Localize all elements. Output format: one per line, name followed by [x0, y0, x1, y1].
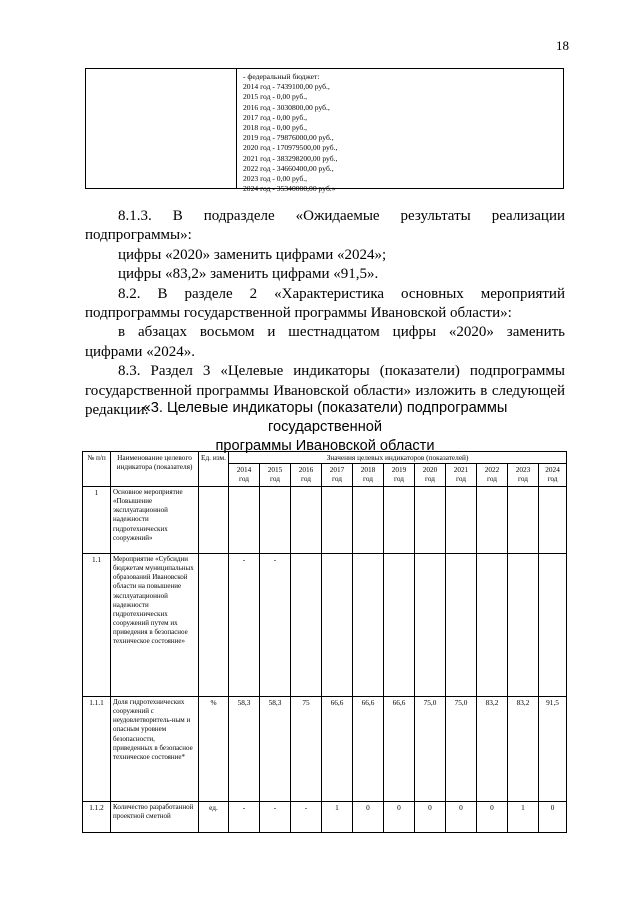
header-unit: Ед. изм. — [199, 452, 229, 487]
cell-unit: ед. — [199, 802, 229, 833]
cell-value — [353, 554, 384, 697]
header-no: № п/п — [83, 452, 111, 487]
budget-line: 2018 год - 0,00 руб., — [243, 123, 308, 133]
cell-value: - — [260, 554, 291, 697]
cell-value — [539, 554, 567, 697]
header-year: 2024 год — [539, 464, 567, 487]
cell-value: 75 — [291, 697, 322, 802]
cell-value: 75,0 — [446, 697, 477, 802]
table-row — [83, 487, 567, 554]
cell-name: Доля гидротехнических сооружений с неудовлетворитель-ным и опасным уровнем безопасности, приведенных в безопасное техническое состояние* — [111, 697, 199, 802]
header-year: 2019 год — [384, 464, 415, 487]
cell-name: Основное мероприятие «Повышение эксплуатационной надежности гидротехнических сооружений» — [111, 487, 199, 554]
table-row — [83, 802, 567, 833]
section-title-line: «3. Целевые индикаторы (показатели) подпрограммы государственной — [142, 400, 508, 435]
cell-value: - — [229, 554, 260, 697]
header-year: 2015 год — [260, 464, 291, 487]
cell-value — [322, 487, 353, 554]
cell-value — [446, 487, 477, 554]
budget-line: 2024 год - 35340000,00 руб.» — [243, 184, 336, 194]
header-year: 2017 год — [322, 464, 353, 487]
section-title — [85, 399, 565, 456]
budget-line: 2014 год - 7439100,00 руб., — [243, 82, 330, 92]
paragraph: 8.3. Раздел 3 «Целевые индикаторы (показатели) подпрограммы — [118, 363, 565, 380]
cell-no: 1.1 — [83, 554, 111, 697]
cell-value — [353, 487, 384, 554]
cell-value: 0 — [539, 802, 567, 833]
cell-value: 75,0 — [415, 697, 446, 802]
header-year: 2023 год — [508, 464, 539, 487]
header-year: 2022 год — [477, 464, 508, 487]
header-year: 2021 год — [446, 464, 477, 487]
budget-line: 2019 год - 79876000,00 руб., — [243, 133, 334, 143]
cell-no: 1 — [83, 487, 111, 554]
cell-no: 1.1.1 — [83, 697, 111, 802]
cell-value: - — [229, 802, 260, 833]
cell-value — [384, 487, 415, 554]
budget-line: 2016 год - 3030800,00 руб., — [243, 102, 330, 112]
budget-line: - федеральный бюджет: — [243, 72, 320, 81]
paragraph: в абзацах восьмом и шестнадцатом цифры «2020» заменить — [118, 324, 565, 341]
cell-value: 0 — [477, 802, 508, 833]
cell-value — [229, 487, 260, 554]
paragraph: 8.2. В разделе 2 «Характеристика основных мероприятий — [118, 285, 565, 302]
cell-value: 66,6 — [322, 697, 353, 802]
cell-value — [260, 487, 291, 554]
cell-value: 1 — [508, 802, 539, 833]
table-row — [83, 697, 567, 802]
budget-lines — [243, 72, 337, 194]
cell-value: 0 — [353, 802, 384, 833]
paragraph: государственной программы Ивановской области» изложить в следующей — [85, 382, 565, 399]
budget-box-divider — [236, 69, 237, 188]
cell-value — [477, 487, 508, 554]
cell-value: 66,6 — [384, 697, 415, 802]
cell-value: 91,5 — [539, 697, 567, 802]
paragraph: цифры «2020» заменить цифрами «2024»; — [118, 246, 387, 263]
table-row — [83, 554, 567, 697]
page-number: 18 — [556, 38, 569, 53]
budget-line: 2021 год - 383298200,00 руб., — [243, 153, 338, 163]
header-year: 2018 год — [353, 464, 384, 487]
budget-line: 2023 год - 0,00 руб., — [243, 174, 308, 184]
cell-value: 0 — [446, 802, 477, 833]
paragraph: подпрограммы»: — [85, 227, 192, 244]
budget-line: 2020 год - 170979500,00 руб., — [243, 143, 338, 153]
body-text — [85, 207, 565, 420]
cell-value — [291, 487, 322, 554]
section-title-line: программы Ивановской области — [215, 438, 435, 454]
cell-name: Количество разработанной проектной сметной — [111, 802, 199, 833]
cell-value — [508, 487, 539, 554]
cell-value: - — [260, 802, 291, 833]
cell-value — [446, 554, 477, 697]
cell-value: 83,2 — [508, 697, 539, 802]
cell-value: 66,6 — [353, 697, 384, 802]
cell-value: 58,3 — [260, 697, 291, 802]
cell-value — [322, 554, 353, 697]
cell-value — [539, 487, 567, 554]
cell-value — [415, 487, 446, 554]
budget-line: 2017 год - 0,00 руб., — [243, 112, 308, 122]
indicators-table — [82, 451, 567, 833]
budget-box — [85, 68, 564, 194]
budget-line: 2022 год - 34660400,00 руб., — [243, 163, 334, 173]
paragraph: подпрограммы государственной программы Ивановской области»: — [85, 305, 512, 322]
budget-line: 2015 год - 0,00 руб., — [243, 92, 308, 102]
cell-value — [508, 554, 539, 697]
cell-value: 0 — [384, 802, 415, 833]
cell-value: 0 — [415, 802, 446, 833]
cell-value: - — [291, 802, 322, 833]
header-name: Наименование целевого индикатора (показателя) — [111, 452, 199, 487]
header-values: Значения целевых индикаторов (показателей) — [229, 452, 567, 464]
cell-value — [477, 554, 508, 697]
cell-value — [291, 554, 322, 697]
paragraph: 8.1.3. В подразделе «Ожидаемые результаты реализации — [118, 208, 565, 224]
header-year: 2014 год — [229, 464, 260, 487]
cell-value: 1 — [322, 802, 353, 833]
header-year: 2020 год — [415, 464, 446, 487]
cell-unit: % — [199, 697, 229, 802]
table-header-row — [83, 452, 567, 464]
cell-value: 83,2 — [477, 697, 508, 802]
cell-value — [384, 554, 415, 697]
cell-no: 1.1.2 — [83, 802, 111, 833]
cell-value: 58,3 — [229, 697, 260, 802]
cell-unit — [199, 554, 229, 697]
cell-name: Мероприятие «Субсидии бюджетам муниципальных образований Ивановской области на повышение эксплуатационной надежности гидротехнических сооружений путем их приведения в безопасное техническое состояние» — [111, 554, 199, 697]
cell-value — [415, 554, 446, 697]
paragraph: цифры «83,2» заменить цифрами «91,5». — [118, 266, 379, 283]
paragraph: цифрами «2024». — [85, 343, 195, 360]
header-year: 2016 год — [291, 464, 322, 487]
cell-unit — [199, 487, 229, 554]
paragraph: редакции: — [85, 402, 149, 419]
